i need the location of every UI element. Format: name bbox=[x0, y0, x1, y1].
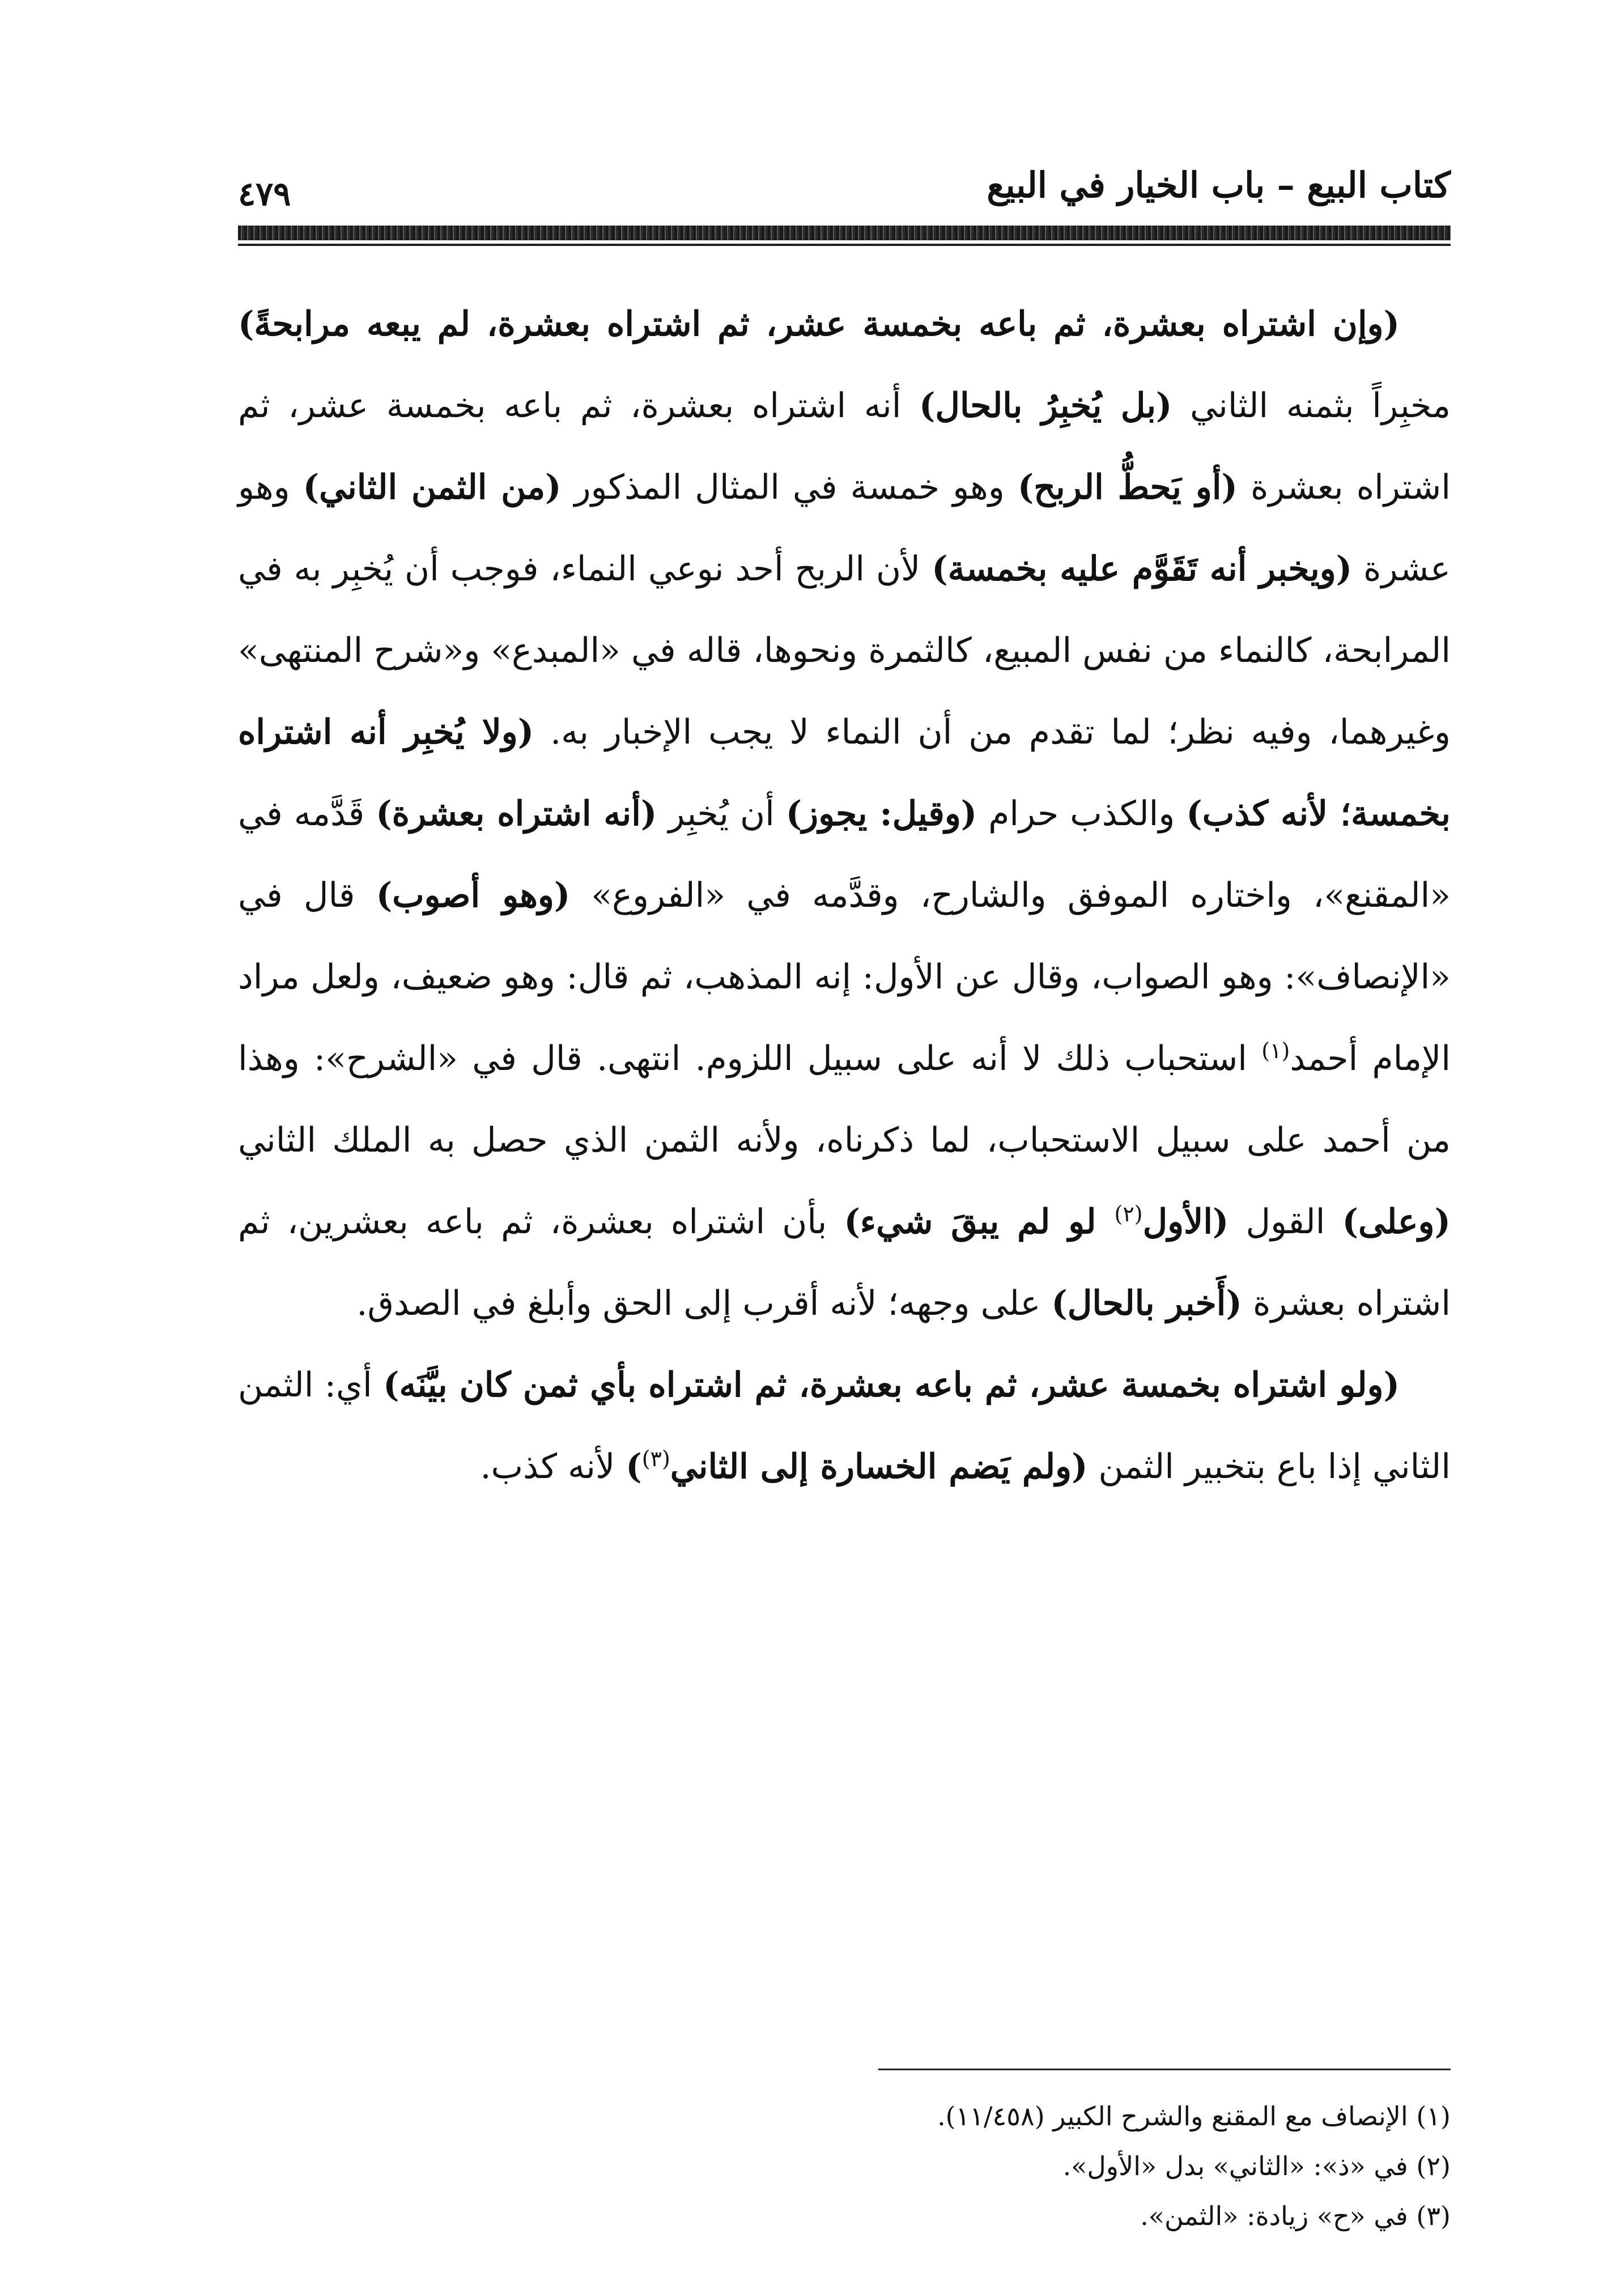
matn-text: (ولا يُخبِر أنه اشتراه بخمسة؛ لأنه كذب) bbox=[238, 712, 1451, 834]
commentary-text: أن يُخبِر bbox=[657, 794, 786, 834]
matn-text: (الأول bbox=[1142, 1202, 1229, 1242]
running-title: كتاب البيع – باب الخيار في البيع bbox=[987, 164, 1451, 206]
matn-text: (وعلى) bbox=[1342, 1202, 1451, 1242]
matn-text: (ويخبر أنه تَقَوَّم عليه بخمسة) bbox=[932, 549, 1353, 589]
matn-text: لو لم يبقَ شيء) bbox=[844, 1202, 1115, 1242]
header-rule-thin bbox=[238, 244, 1451, 246]
footnote-reference: (١) bbox=[1261, 1038, 1290, 1063]
commentary-text: أي: الثمن الثاني إذا باع بتخبير الثمن bbox=[238, 1365, 1451, 1487]
commentary-text: وهو خمسة في المثال المذكور bbox=[561, 468, 1018, 507]
matn-text: (أَخبر بالحال) bbox=[1051, 1284, 1242, 1323]
matn-text: (ولم يَضم الخسارة إلى الثاني bbox=[670, 1447, 1088, 1487]
commentary-text: قَدَّمه في «المقنع»، واختاره الموفق والشارح، وقدَّمه في «الفروع» bbox=[238, 794, 1451, 915]
matn-text: (أنه اشتراه بعشرة) bbox=[376, 794, 657, 834]
footnote-reference: (٢) bbox=[1114, 1201, 1143, 1226]
commentary-text: وهو عشرة bbox=[238, 468, 1451, 589]
commentary-text: لأنه كذب. bbox=[480, 1447, 626, 1487]
page-header bbox=[238, 142, 1451, 238]
paragraph bbox=[238, 283, 1451, 1344]
paragraph bbox=[238, 1344, 1451, 1508]
book-page bbox=[238, 142, 1451, 2239]
footnote-reference: (٣) bbox=[641, 1446, 670, 1471]
footnote: (٣) في «ح» زيادة: «الثمن». bbox=[1140, 2201, 1451, 2231]
matn-text: (وهو أصوب) bbox=[376, 876, 571, 915]
commentary-text: قال في «الإنصاف»: وهو الصواب، وقال عن الأول: إنه المذهب، ثم قال: وهو ضعيف، ولعل مراد الإمام أحمد bbox=[238, 876, 1451, 1078]
matn-text: (من الثمن الثاني) bbox=[303, 468, 562, 507]
commentary-text: على وجهه؛ لأنه أقرب إلى الحق وأبلغ في الصدق. bbox=[356, 1284, 1052, 1323]
commentary-text: بأن اشتراه بعشرة، ثم باعه بعشرين، ثم اشتراه بعشرة bbox=[238, 1202, 1451, 1323]
footnote: (٢) في «ذ»: «الثاني» بدل «الأول». bbox=[1062, 2151, 1451, 2181]
header-rule bbox=[238, 226, 1451, 240]
matn-text: (بل يُخبِرُ بالحال) bbox=[919, 386, 1172, 426]
commentary-text: أنه اشتراه بعشرة، ثم باعه بخمسة عشر، ثم اشتراه بعشرة bbox=[238, 386, 1451, 507]
commentary-text: استحباب ذلك لا أنه على سبيل اللزوم. انتهى. قال في «الشرح»: وهذا من أحمد على سبيل الاستحباب، لما ذكرناه، ولأنه الثمن الذي حصل به الملك الثاني bbox=[238, 1039, 1451, 1160]
matn-text: (وإن اشتراه بعشرة، ثم باعه بخمسة عشر، ثم اشتراه بعشرة، لم يبعه مرابحةً) bbox=[238, 304, 1400, 344]
matn-text: (أو يَحطُّ الربح) bbox=[1017, 468, 1238, 507]
main-text bbox=[238, 283, 1451, 1508]
page-number: ٤٧٩ bbox=[238, 175, 291, 213]
commentary-text: القول bbox=[1228, 1202, 1342, 1242]
commentary-text: والكذب حرام bbox=[977, 794, 1187, 834]
matn-text: (وقيل: يجوز) bbox=[785, 794, 977, 834]
matn-text: (ولو اشتراه بخمسة عشر، ثم باعه بعشرة، ثم اشتراه بأي ثمن كان بيَّنَه) bbox=[383, 1365, 1400, 1405]
commentary-text: مخبِراً بثمنه الثاني bbox=[1172, 386, 1451, 426]
footnote-separator bbox=[878, 2069, 1451, 2070]
footnotes bbox=[238, 2091, 1451, 2241]
commentary-text: لأن الربح أحد نوعي النماء، فوجب أن يُخبِر به في المرابحة، كالنماء من نفس المبيع، كالثمرة ونحوها، قاله في «المبدع» و«شرح المنتهى» وغيرهما، وفيه نظر؛ لما تقدم من أن النماء لا يجب الإخبار به. bbox=[238, 549, 1451, 752]
matn-text: ) bbox=[626, 1447, 642, 1487]
footnote: (١) الإنصاف مع المقنع والشرح الكبير (١١/٤٥٨). bbox=[937, 2101, 1451, 2131]
